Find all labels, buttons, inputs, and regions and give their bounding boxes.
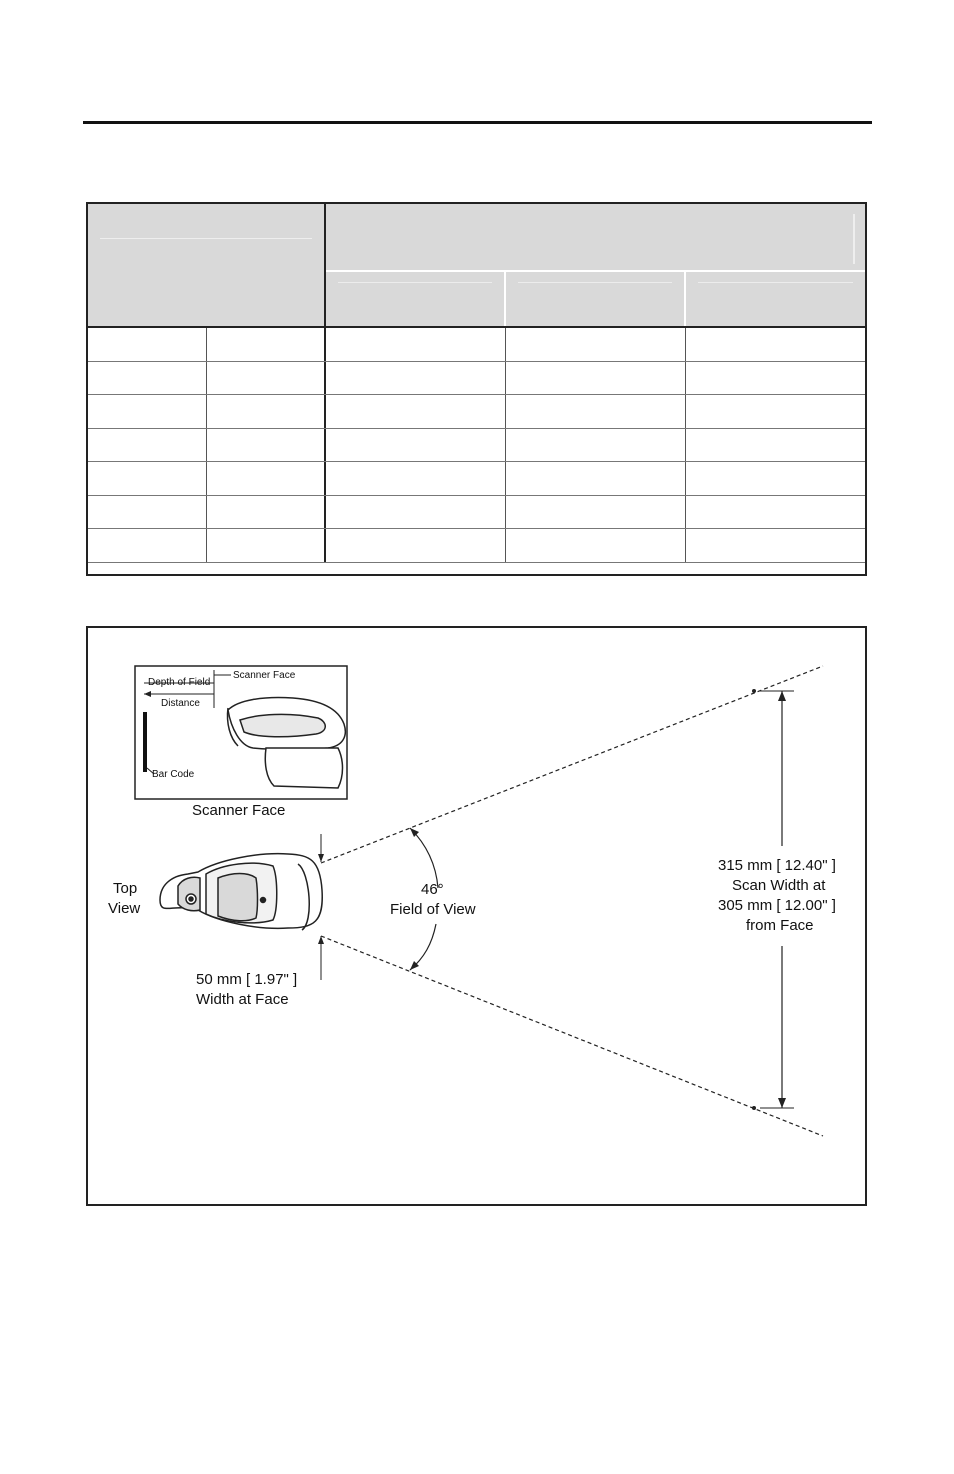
table-cell [686,529,865,562]
table-header-col-3 [686,272,865,326]
table-cell [88,328,207,361]
table-cell [686,496,865,529]
table-row [88,362,865,396]
face-width-arrow-top [318,854,324,862]
table-cell [506,395,686,428]
inset-scanner-face-label: Scanner Face [233,670,296,681]
table-header-left [88,204,326,326]
table-header-group [326,204,865,272]
scan-width-arrow-bottom [778,1098,786,1108]
table-cell [506,462,686,495]
inset-depth-of-field-label: Depth of Field [148,677,211,688]
table-cell [88,395,207,428]
table-cell [686,328,865,361]
table-row [88,529,865,563]
inset-bar-code-label: Bar Code [152,769,195,780]
field-of-view-diagram [86,626,867,1206]
top-rule [83,121,872,124]
table-row [88,462,865,496]
table-cell [207,429,326,462]
specification-table [86,202,867,576]
scan-width-arrow-top [778,691,786,701]
table-cell [686,462,865,495]
table-cell [506,496,686,529]
table-cell [686,395,865,428]
table-cell [88,496,207,529]
table-cell [326,328,506,361]
table-cell [686,429,865,462]
table-cell [88,362,207,395]
table-cell [207,395,326,428]
table-cell [88,429,207,462]
fov-lower-point [752,1106,756,1110]
table-cell [88,462,207,495]
table-cell [326,529,506,562]
table-cell [207,328,326,361]
table-cell [326,496,506,529]
fov-upper-point [752,689,756,693]
scan-width-label-line3: 305 mm [ 12.00" ] [718,897,836,914]
table-cell [506,328,686,361]
top-view-label-line1: Top [113,880,138,897]
scan-width-label-line1: 315 mm [ 12.40" ] [718,857,836,874]
fov-lower-line [321,936,823,1136]
table-cell [326,462,506,495]
inset-caption: Scanner Face [192,802,286,819]
table-body [88,328,865,563]
inset-distance-label: Distance [161,698,200,709]
face-width-label-line1: 50 mm [ 1.97" ] [196,971,298,988]
angle-label-line1: 46° [421,881,444,898]
table-cell [506,529,686,562]
table-row [88,328,865,362]
table-cell [88,529,207,562]
table-row [88,395,865,429]
fov-upper-line [321,666,823,863]
top-view-label-line2: View [108,900,141,917]
table-cell [506,429,686,462]
angle-arc-upper [410,828,438,888]
table-cell [207,462,326,495]
table-header-col-2 [506,272,686,326]
scanner-top-view-icon [160,854,322,930]
table-cell [686,362,865,395]
table-cell [207,529,326,562]
scan-width-label-line4: from Face [746,917,814,934]
table-cell [326,395,506,428]
bar-code-symbol [143,712,147,772]
scan-width-label-line2: Scan Width at [732,877,826,894]
table-cell [326,429,506,462]
table-header-col-1 [326,272,506,326]
table-cell [506,362,686,395]
table-cell [207,496,326,529]
table-row [88,429,865,463]
face-width-label-line2: Width at Face [196,991,289,1008]
table-cell [207,362,326,395]
table-row [88,496,865,530]
angle-label-line2: Field of View [390,901,476,918]
table-cell [326,362,506,395]
